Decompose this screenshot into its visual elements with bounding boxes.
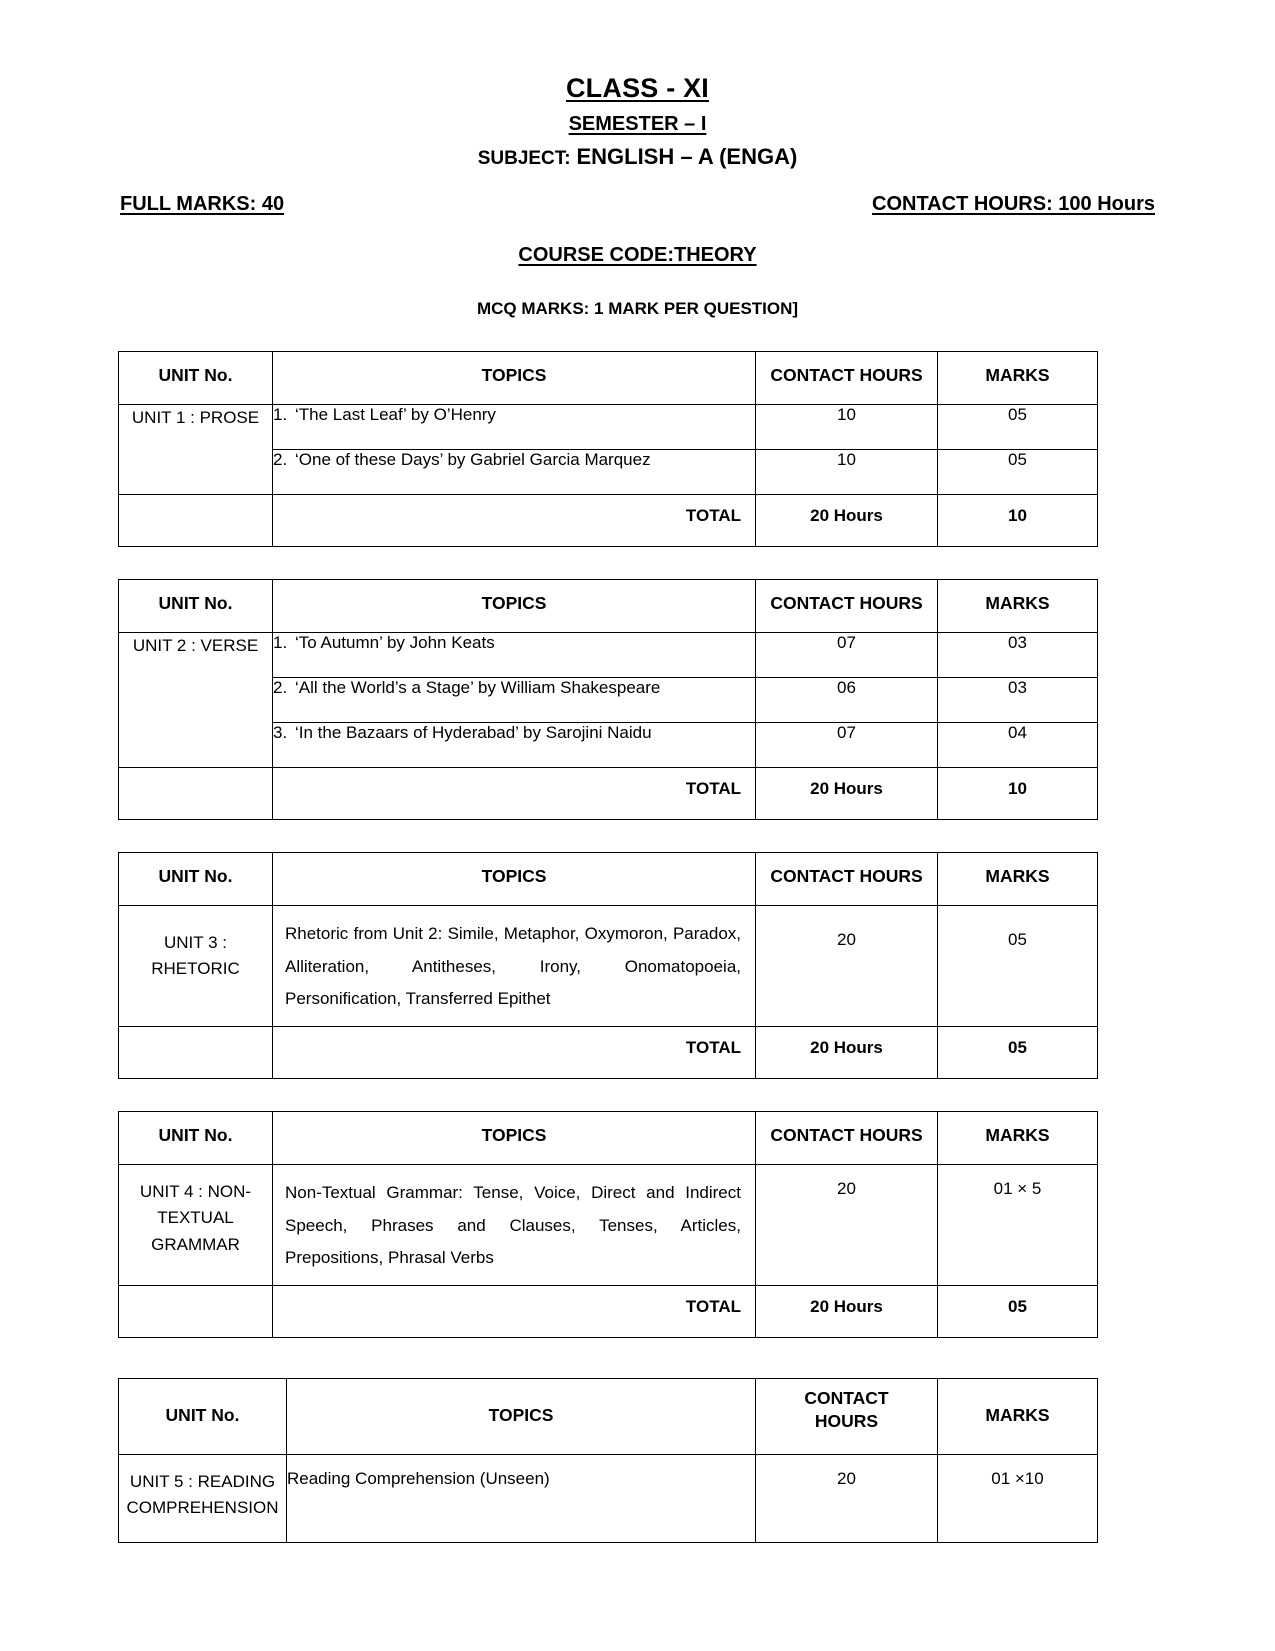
col-header-unit: UNIT No.: [119, 1111, 273, 1164]
col-header-marks: MARKS: [938, 1378, 1098, 1454]
marks-cell: 05: [938, 405, 1098, 450]
table-header-row: [119, 1111, 1098, 1164]
topic-number: 2.: [273, 678, 288, 697]
col-header-contact-hours: CONTACT HOURS: [756, 853, 938, 906]
empty-cell: [119, 1285, 273, 1337]
topic-cell: Non-Textual Grammar: Tense, Voice, Direct and Indirect Speech, Phrases and Clauses, Tenses, Articles, Prepositions, Phrasal Verbs: [273, 1164, 756, 1285]
unit-label: [119, 906, 273, 1027]
col-header-topics: TOPICS: [273, 1111, 756, 1164]
total-hours: 20 Hours: [756, 1285, 938, 1337]
topic-cell: Reading Comprehension (Unseen): [287, 1454, 756, 1542]
unit-label-line1: UNIT 3 :: [164, 933, 227, 952]
marks-cell: 01 ×10: [938, 1454, 1098, 1542]
col-header-unit: UNIT No.: [119, 580, 273, 633]
unit-label-line1: UNIT 5 : READING: [129, 1471, 276, 1491]
col-header-unit: UNIT No.: [119, 352, 273, 405]
total-row: [119, 495, 1098, 547]
hours-cell: 10: [756, 450, 938, 495]
hours-cell: 07: [756, 723, 938, 768]
unit-3-table: [118, 852, 1098, 1079]
topic-cell: [273, 450, 756, 495]
empty-cell: [119, 495, 273, 547]
hours-cell: 07: [756, 633, 938, 678]
marks-cell: 05: [938, 906, 1098, 1027]
unit-label-line2: RHETORIC: [151, 959, 240, 979]
col-header-marks: MARKS: [938, 352, 1098, 405]
col-header-contact-hours: CONTACT HOURS: [756, 1111, 938, 1164]
table-row: [119, 906, 1098, 1027]
col-header-marks: MARKS: [938, 580, 1098, 633]
subject-title: [118, 143, 1157, 171]
table-header-row: [119, 853, 1098, 906]
col-header-contact-line1: CONTACT: [804, 1387, 889, 1408]
full-marks: FULL MARKS: 40: [120, 193, 285, 215]
topic-text: ‘To Autumn’ by John Keats: [295, 633, 495, 652]
table-header-row: [119, 352, 1098, 405]
table-header-row: [119, 1378, 1098, 1454]
page-title: CLASS - XI: [565, 73, 709, 103]
marks-cell: 03: [938, 633, 1098, 678]
col-header-topics: TOPICS: [287, 1378, 756, 1454]
col-header-marks: MARKS: [938, 1111, 1098, 1164]
contact-hours-total: CONTACT HOURS: 100 Hours: [872, 193, 1155, 215]
col-header-topics: TOPICS: [273, 853, 756, 906]
unit-label-line3: GRAMMAR: [151, 1234, 240, 1254]
total-label: TOTAL: [273, 495, 756, 547]
topic-cell: [273, 723, 756, 768]
topic-number: 1.: [273, 405, 288, 424]
unit-5-table: [118, 1378, 1098, 1543]
col-header-topics: TOPICS: [273, 352, 756, 405]
topic-text: ‘One of these Days’ by Gabriel Garcia Marquez: [295, 450, 651, 469]
hours-cell: 20: [756, 1454, 938, 1542]
table-row: [119, 633, 1098, 678]
unit-2-table: [118, 579, 1098, 820]
col-header-unit: UNIT No.: [119, 1378, 287, 1454]
unit-label-line2: COMPREHENSION: [126, 1498, 279, 1518]
total-row: [119, 1285, 1098, 1337]
total-label: TOTAL: [273, 1285, 756, 1337]
empty-cell: [119, 1026, 273, 1078]
col-header-contact-hours: CONTACT HOURS: [756, 580, 938, 633]
subject-value: ENGLISH – A (ENGA): [576, 143, 798, 169]
total-marks: 05: [938, 1285, 1098, 1337]
marks-cell: 03: [938, 678, 1098, 723]
total-label: TOTAL: [273, 768, 756, 820]
marks-hours-row: [118, 193, 1157, 216]
topic-cell: [273, 405, 756, 450]
unit-label: [119, 1454, 287, 1542]
hours-cell: 20: [756, 1164, 938, 1285]
col-header-topics: TOPICS: [273, 580, 756, 633]
col-header-marks: MARKS: [938, 853, 1098, 906]
topic-cell: [273, 678, 756, 723]
col-header-contact-hours: [756, 1378, 938, 1454]
unit-label-line1: UNIT 4 : NON-: [139, 1181, 252, 1201]
total-marks: 05: [938, 1026, 1098, 1078]
topic-cell: Rhetoric from Unit 2: Simile, Metaphor, Oxymoron, Paradox, Alliteration, Antitheses, Irony, Onomatopoeia, Personification, Transferred Epithet: [273, 906, 756, 1027]
marks-cell: 01 × 5: [938, 1164, 1098, 1285]
marks-cell: 05: [938, 450, 1098, 495]
table-row: [119, 405, 1098, 450]
table-row: [119, 1454, 1098, 1542]
topic-text: ‘All the World’s a Stage’ by William Shakespeare: [295, 678, 661, 697]
table-header-row: [119, 580, 1098, 633]
marks-cell: 04: [938, 723, 1098, 768]
empty-cell: [119, 768, 273, 820]
unit-1-table: [118, 351, 1098, 547]
unit-4-table: [118, 1111, 1098, 1338]
total-hours: 20 Hours: [756, 768, 938, 820]
hours-cell: 06: [756, 678, 938, 723]
semester-title: SEMESTER – I: [568, 112, 707, 135]
unit-label: [119, 1164, 273, 1285]
col-header-contact-hours: CONTACT HOURS: [756, 352, 938, 405]
unit-label: UNIT 2 : VERSE: [119, 633, 273, 768]
total-marks: 10: [938, 495, 1098, 547]
total-row: [119, 1026, 1098, 1078]
total-hours: 20 Hours: [756, 495, 938, 547]
topic-text: ‘In the Bazaars of Hyderabad’ by Sarojini Naidu: [295, 723, 652, 742]
unit-label-line2: TEXTUAL: [157, 1208, 234, 1228]
total-marks: 10: [938, 768, 1098, 820]
subject-label: SUBJECT:: [477, 147, 571, 169]
topic-number: 3.: [273, 723, 288, 742]
topic-number: 2.: [273, 450, 288, 469]
table-row: [119, 1164, 1098, 1285]
col-header-contact-line2: HOURS: [814, 1411, 879, 1432]
col-header-unit: UNIT No.: [119, 853, 273, 906]
total-row: [119, 768, 1098, 820]
hours-cell: 20: [756, 906, 938, 1027]
topic-number: 1.: [273, 633, 288, 652]
course-code: COURSE CODE:THEORY: [518, 244, 757, 266]
topic-cell: [273, 633, 756, 678]
hours-cell: 10: [756, 405, 938, 450]
mcq-note: MCQ MARKS: 1 MARK PER QUESTION]: [476, 299, 799, 318]
total-label: TOTAL: [273, 1026, 756, 1078]
unit-label: UNIT 1 : PROSE: [119, 405, 273, 495]
total-hours: 20 Hours: [756, 1026, 938, 1078]
topic-text: ‘The Last Leaf’ by O’Henry: [295, 405, 496, 424]
